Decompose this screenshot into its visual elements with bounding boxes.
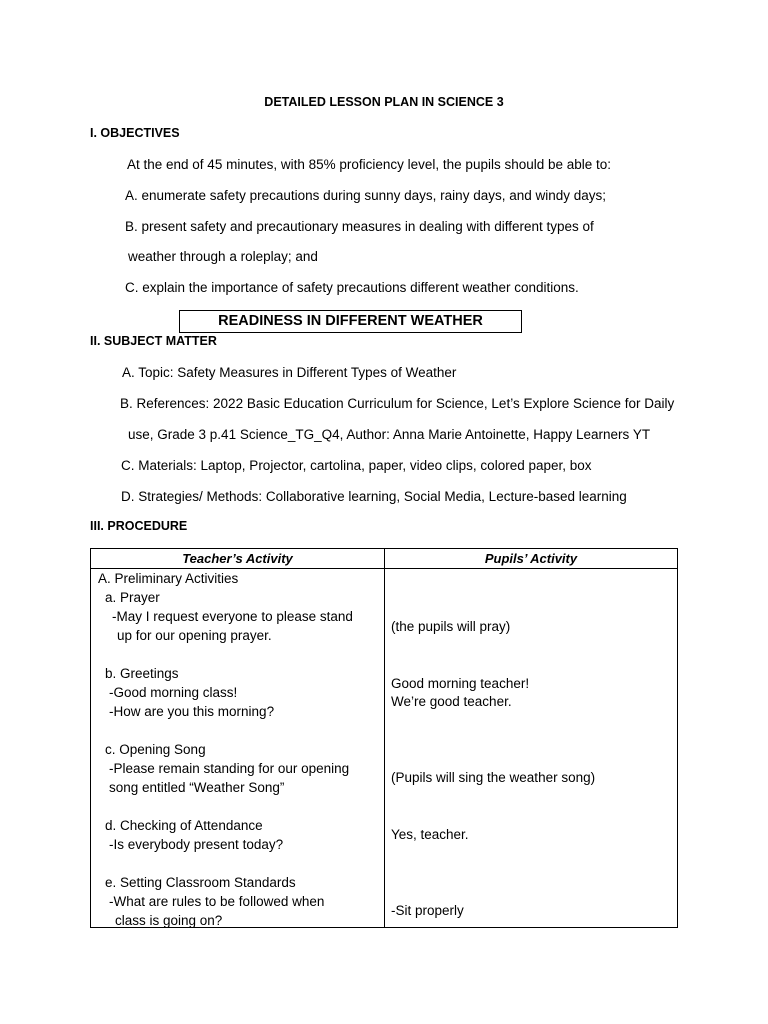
- opening-song-line2: song entitled “Weather Song”: [109, 780, 285, 795]
- opening-song-label: c. Opening Song: [105, 742, 206, 757]
- preliminary-activities: A. Preliminary Activities: [98, 571, 239, 586]
- prayer-label: a. Prayer: [105, 590, 160, 605]
- subject-materials: C. Materials: Laptop, Projector, cartolina, paper, video clips, colored paper, box: [121, 458, 592, 473]
- objective-b-line1: B. present safety and precautionary measures in dealing with different types of: [125, 219, 594, 234]
- subject-matter-heading: II. SUBJECT MATTER: [90, 334, 217, 348]
- document-title: DETAILED LESSON PLAN IN SCIENCE 3: [264, 95, 504, 109]
- pupils-greet-line1: Good morning teacher!: [391, 676, 530, 691]
- standards-line2: class is going on?: [115, 913, 223, 928]
- pupils-sing: (Pupils will sing the weather song): [391, 770, 596, 785]
- pupils-attendance: Yes, teacher.: [391, 827, 469, 842]
- pupils-greet-line2: We’re good teacher.: [391, 694, 512, 709]
- attendance-line1: -Is everybody present today?: [109, 837, 284, 852]
- objectives-heading: I. OBJECTIVES: [90, 126, 180, 140]
- subject-strategies: D. Strategies/ Methods: Collaborative learning, Social Media, Lecture-based learning: [121, 489, 627, 504]
- prayer-line1: -May I request everyone to please stand: [112, 609, 353, 624]
- objectives-intro: At the end of 45 minutes, with 85% proficiency level, the pupils should be able to:: [127, 157, 612, 172]
- standards-line1: -What are rules to be followed when: [109, 894, 325, 909]
- procedure-heading: III. PROCEDURE: [90, 519, 188, 533]
- greetings-line2: -How are you this morning?: [109, 704, 275, 719]
- teacher-activity-cell: [91, 569, 385, 928]
- procedure-table: [90, 548, 678, 928]
- subject-topic: A. Topic: Safety Measures in Different Types of Weather: [122, 365, 457, 380]
- attendance-label: d. Checking of Attendance: [105, 818, 263, 833]
- pupils-pray: (the pupils will pray): [391, 619, 511, 634]
- teacher-activity-header: Teacher’s Activity: [91, 549, 385, 569]
- opening-song-line1: -Please remain standing for our opening: [109, 761, 350, 776]
- prayer-line2: up for our opening prayer.: [117, 628, 272, 643]
- standards-label: e. Setting Classroom Standards: [105, 875, 296, 890]
- objective-c: C. explain the importance of safety precautions different weather conditions.: [125, 280, 579, 295]
- subject-references-line2: use, Grade 3 p.41 Science_TG_Q4, Author: Anna Marie Antoinette, Happy Learners YT: [128, 427, 651, 442]
- pupils-activity-header: Pupils’ Activity: [385, 549, 678, 569]
- table-row: [91, 569, 678, 928]
- subject-references-line1: B. References: 2022 Basic Education Curriculum for Science, Let’s Explore Science for Daily: [120, 396, 675, 411]
- table-header-row: [91, 549, 678, 569]
- pupils-sit: -Sit properly: [391, 903, 464, 918]
- greetings-line1: -Good morning class!: [109, 685, 238, 700]
- objective-b-line2: weather through a roleplay; and: [128, 249, 318, 264]
- objective-a: A. enumerate safety precautions during sunny days, rainy days, and windy days;: [125, 188, 607, 203]
- lesson-topic-box: READINESS IN DIFFERENT WEATHER: [179, 310, 522, 333]
- pupils-activity-cell: [385, 569, 678, 928]
- greetings-label: b. Greetings: [105, 666, 179, 681]
